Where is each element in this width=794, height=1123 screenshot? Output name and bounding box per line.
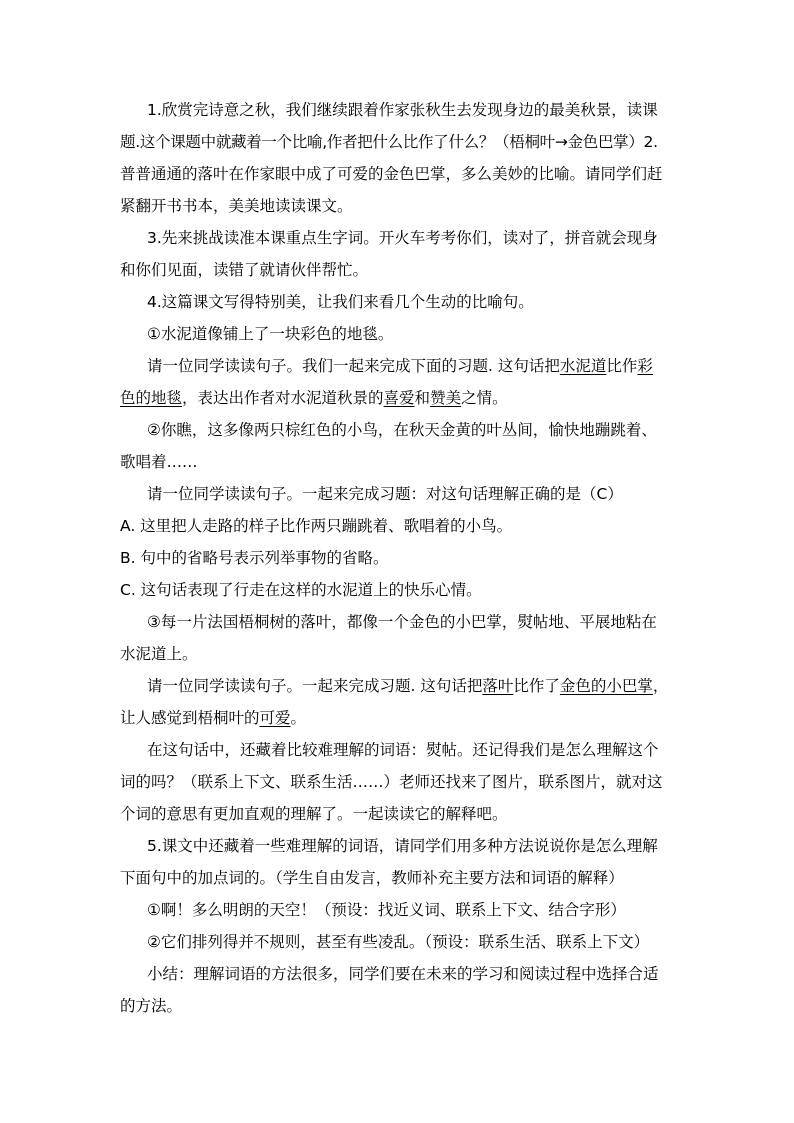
text-segment: ，表达出作者对水泥道秋景的 <box>182 389 384 407</box>
text-line: 和你们见面，读错了就请伙伴帮忙。 <box>120 261 369 279</box>
text-line: 普普通通的落叶在作家眼中成了可爱的金色巴掌，多么美妙的比喻。请同学们赶 <box>120 165 663 183</box>
underlined-term: 色的地毯 <box>120 389 183 407</box>
text-line: 请一位同学读读句子。一起来完成习题：对这句话理解正确的是（C） <box>147 485 623 503</box>
text-segment: 。 <box>290 709 307 727</box>
text-segment: 和 <box>414 389 431 407</box>
underlined-term: 赞美 <box>430 389 462 407</box>
text-line: 1.欣赏完诗意之秋，我们继续跟着作家张秋生去发现身边的最美秋景，读课 <box>147 101 658 119</box>
text-line: 4.这篇课文写得特别美，让我们来看几个生动的比喻句。 <box>147 293 534 311</box>
text-line: ②它们排列得并不规则，甚至有些凌乱。（预设：联系生活、联系上下文） <box>147 933 650 951</box>
text-line: 小结：理解词语的方法很多，同学们要在未来的学习和阅读过程中选择合适 <box>147 965 659 983</box>
text-line: 的方法。 <box>120 997 183 1015</box>
text-line <box>147 356 653 376</box>
option-b: B. 句中的省略号表示列举事物的省略。 <box>120 549 389 567</box>
text-line: 在这句话中，还藏着比较难理解的词语：熨帖。还记得我们是怎么理解这个 <box>147 741 659 759</box>
option-c: C. 这句话表现了行走在这样的水泥道上的快乐心情。 <box>120 581 482 599</box>
underlined-term: 落叶 <box>482 677 514 695</box>
text-line: ②你瞧，这多像两只棕红色的小鸟，在秋天金黄的叶丛间，愉快地蹦跳着、 <box>147 421 657 439</box>
option-a: A. 这里把人走路的样子比作两只蹦跳着、歌唱着的小鸟。 <box>120 517 513 535</box>
text-line: ①啊！多么明朗的天空！（预设：找近义词、联系上下文、结合字形） <box>147 901 626 919</box>
text-segment: 之情。 <box>461 389 508 407</box>
text-line: 下面句中的加点词的。（学生自由发言，教师补充主要方法和词语的解释） <box>120 869 624 887</box>
underlined-term: 水泥道 <box>559 357 607 375</box>
underlined-term: 可爱 <box>259 709 291 727</box>
text-line: 紧翻开书书本，美美地读读课文。 <box>120 197 353 215</box>
text-line: 个词的意思有更加直观的理解了。一起读读它的解释吧。 <box>120 805 508 823</box>
text-line: 3.先来挑战读准本课重点生字词。开火车考考你们，读对了，拼音就会现身 <box>147 229 658 247</box>
text-line: 歌唱着…… <box>120 453 198 471</box>
text-line <box>120 708 306 728</box>
text-segment: ， <box>652 677 669 695</box>
text-line: 水泥道上。 <box>120 645 198 663</box>
underlined-term: 喜爱 <box>383 389 415 407</box>
text-segment: 让人感觉到梧桐叶的 <box>120 709 260 727</box>
text-line: 5.课文中还藏着一些难理解的词语，请同学们用多种方法说说你是怎么理解 <box>147 837 658 855</box>
text-segment: 比作了 <box>513 677 560 695</box>
text-line <box>147 676 668 696</box>
text-segment: 请一位同学读读句子。我们一起来完成下面的习题. 这句话把 <box>147 357 560 375</box>
underlined-term: 彩 <box>637 357 653 375</box>
text-line: 词的吗？（联系上下文、联系生活……）老师还找来了图片，联系图片，就对这 <box>120 773 663 791</box>
text-line: ①水泥道像铺上了一块彩色的地毯。 <box>147 325 394 343</box>
text-line: 题.这个课题中就藏着一个比喻,作者把什么比作了什么？（梧桐叶→金色巴掌）2. <box>120 133 658 151</box>
text-segment: 请一位同学读读句子。一起来完成习题. 这句话把 <box>147 677 483 695</box>
text-line <box>120 388 508 408</box>
underlined-term: 金色的小巴掌 <box>559 677 653 695</box>
text-line: ③每一片法国梧桐树的落叶，都像一个金色的小巴掌，熨帖地、平展地粘在 <box>147 613 657 631</box>
text-segment: 比作 <box>606 357 638 375</box>
